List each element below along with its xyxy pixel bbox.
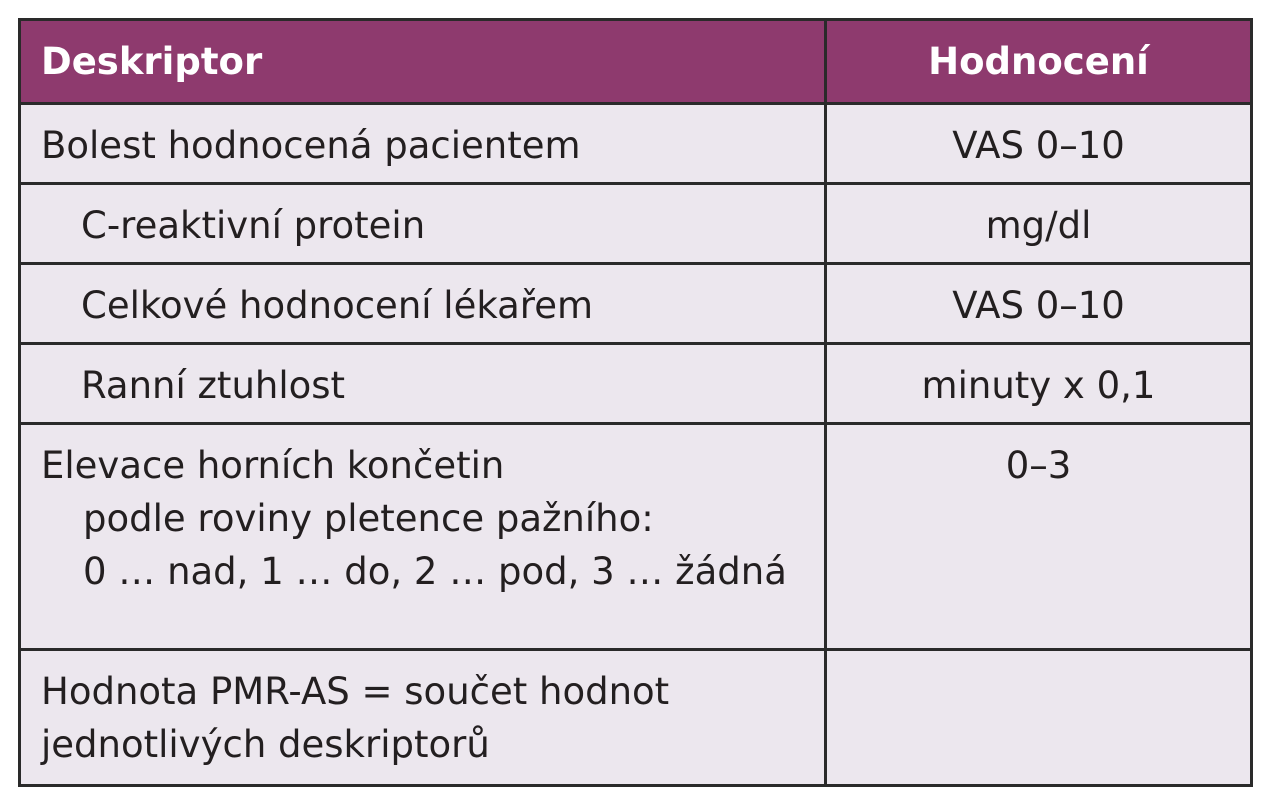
descriptor-cell: [20, 650, 826, 786]
value-cell: VAS 0–10: [826, 104, 1252, 184]
descriptor-cell: Celkové hodnocení lékařem: [20, 264, 826, 344]
value-cell: [826, 650, 1252, 786]
table-row: [20, 424, 1252, 650]
value-cell: VAS 0–10: [826, 264, 1252, 344]
header-descriptor: Deskriptor: [20, 20, 826, 104]
value-cell: minuty x 0,1: [826, 344, 1252, 424]
descriptor-sub-line2: 0 … nad, 1 … do, 2 … pod, 3 … žádná: [83, 550, 787, 593]
value-cell: mg/dl: [826, 184, 1252, 264]
pmr-as-table: [18, 18, 1253, 787]
value-cell: 0–3: [826, 424, 1252, 650]
total-line1: Hodnota PMR-AS = součet hodnot: [41, 670, 670, 713]
descriptor-cell: Bolest hodnocená pacientem: [20, 104, 826, 184]
table-row: [20, 344, 1252, 424]
table-row: [20, 264, 1252, 344]
total-line2: jednotlivých deskriptorů: [41, 723, 490, 766]
descriptor-cell: C-reaktivní protein: [20, 184, 826, 264]
table-row: [20, 184, 1252, 264]
descriptor-cell: Ranní ztuhlost: [20, 344, 826, 424]
table-row: [20, 650, 1252, 786]
descriptor-main: Elevace horních končetin: [41, 444, 505, 487]
descriptor-cell: [20, 424, 826, 650]
table-header-row: [20, 20, 1252, 104]
table-row: [20, 104, 1252, 184]
header-evaluation: Hodnocení: [826, 20, 1252, 104]
pmr-as-table-container: [18, 18, 1250, 787]
descriptor-sub-line1: podle roviny pletence pažního:: [83, 497, 654, 540]
